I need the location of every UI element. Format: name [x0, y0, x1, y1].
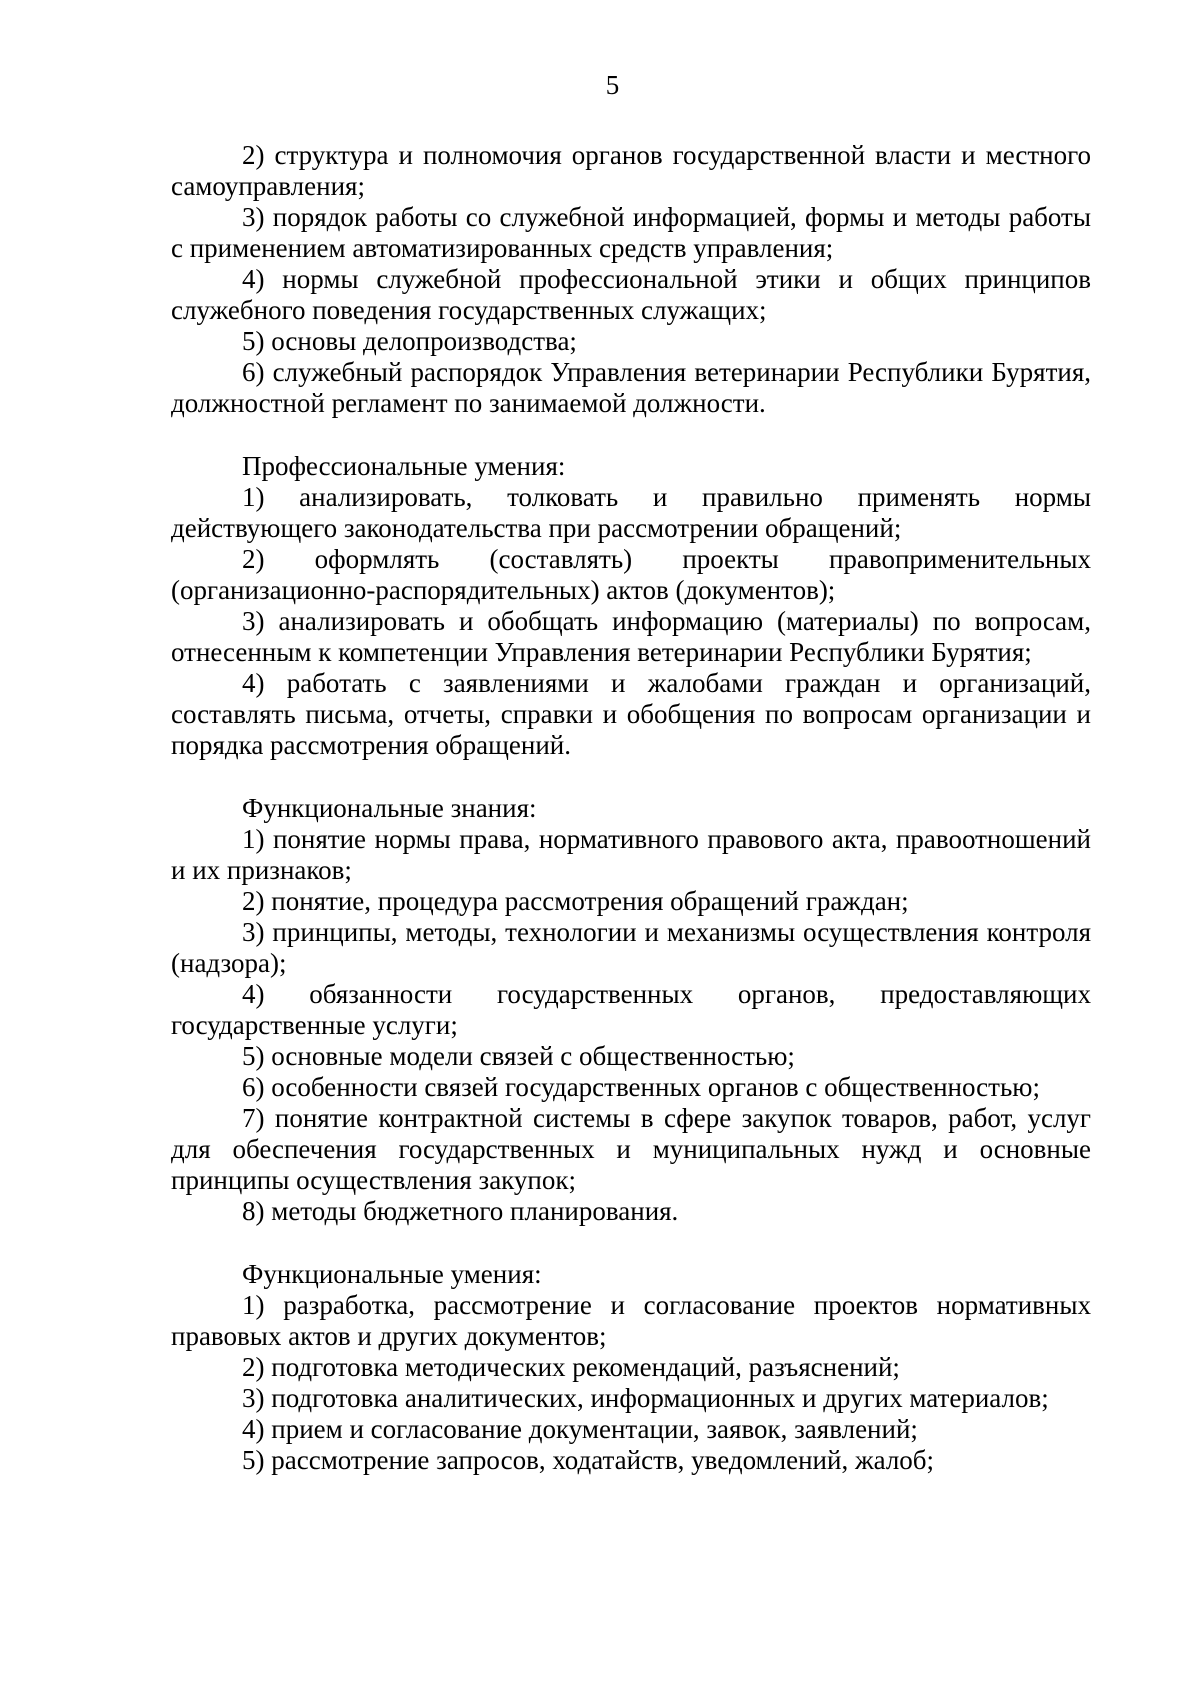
section-general-knowledge: [171, 140, 1091, 419]
list-item: 6) служебный распорядок Управления ветеринарии Республики Бурятия, должностной регламент по занимаемой должности.: [171, 357, 1091, 418]
list-item: 3) подготовка аналитических, информационных и других материалов;: [242, 1383, 1049, 1413]
list-item: 4) прием и согласование документации, заявок, заявлений;: [242, 1414, 918, 1444]
section-professional-skills: [171, 451, 1091, 761]
list-item: 2) подготовка методических рекомендаций, разъяснений;: [242, 1352, 900, 1382]
list-item: 8) методы бюджетного планирования.: [242, 1196, 679, 1226]
list-item: 1) анализировать, толковать и правильно применять нормы действующего законодательства при рассмотрении обращений;: [171, 482, 1091, 543]
list-item: 4) работать с заявлениями и жалобами граждан и организаций, составлять письма, отчеты, справки и обобщения по вопросам организации и порядка рассмотрения обращений.: [171, 668, 1091, 760]
list-item: 3) порядок работы со служебной информацией, формы и методы работы с применением автоматизированных средств управления;: [171, 202, 1091, 263]
list-item: 5) основные модели связей с общественностью;: [242, 1041, 795, 1071]
list-item: 2) структура и полномочия органов государственной власти и местного самоуправления;: [171, 140, 1091, 201]
list-item: 1) понятие нормы права, нормативного правового акта, правоотношений и их признаков;: [171, 824, 1091, 885]
section-functional-skills: [171, 1259, 1091, 1476]
section-heading: Профессиональные умения:: [242, 451, 566, 481]
list-item: 5) рассмотрение запросов, ходатайств, уведомлений, жалоб;: [242, 1445, 935, 1475]
list-item: 6) особенности связей государственных органов с общественностью;: [242, 1072, 1040, 1102]
list-item: 5) основы делопроизводства;: [242, 326, 577, 356]
section-heading: Функциональные умения:: [242, 1259, 542, 1289]
list-item: 7) понятие контрактной системы в сфере закупок товаров, работ, услуг для обеспечения государственных и муниципальных нужд и основные принципы осуществления закупок;: [171, 1103, 1091, 1195]
page-number: 5: [605, 70, 620, 100]
list-item: 4) нормы служебной профессиональной этики и общих принципов служебного поведения государственных служащих;: [171, 264, 1091, 325]
list-item: 1) разработка, рассмотрение и согласование проектов нормативных правовых актов и других документов;: [171, 1290, 1091, 1351]
list-item: 4) обязанности государственных органов, предоставляющих государственные услуги;: [171, 979, 1091, 1040]
list-item: 2) оформлять (составлять) проекты правоприменительных (организационно-распорядительных) актов (документов);: [171, 544, 1091, 605]
list-item: 2) понятие, процедура рассмотрения обращений граждан;: [242, 886, 909, 916]
section-heading: Функциональные знания:: [242, 793, 537, 823]
list-item: 3) принципы, методы, технологии и механизмы осуществления контроля (надзора);: [171, 917, 1091, 978]
document-body: [171, 140, 1091, 1476]
list-item: 3) анализировать и обобщать информацию (материалы) по вопросам, отнесенным к компетенции Управления ветеринарии Республики Бурятия;: [171, 606, 1091, 667]
section-functional-knowledge: [171, 793, 1091, 1227]
